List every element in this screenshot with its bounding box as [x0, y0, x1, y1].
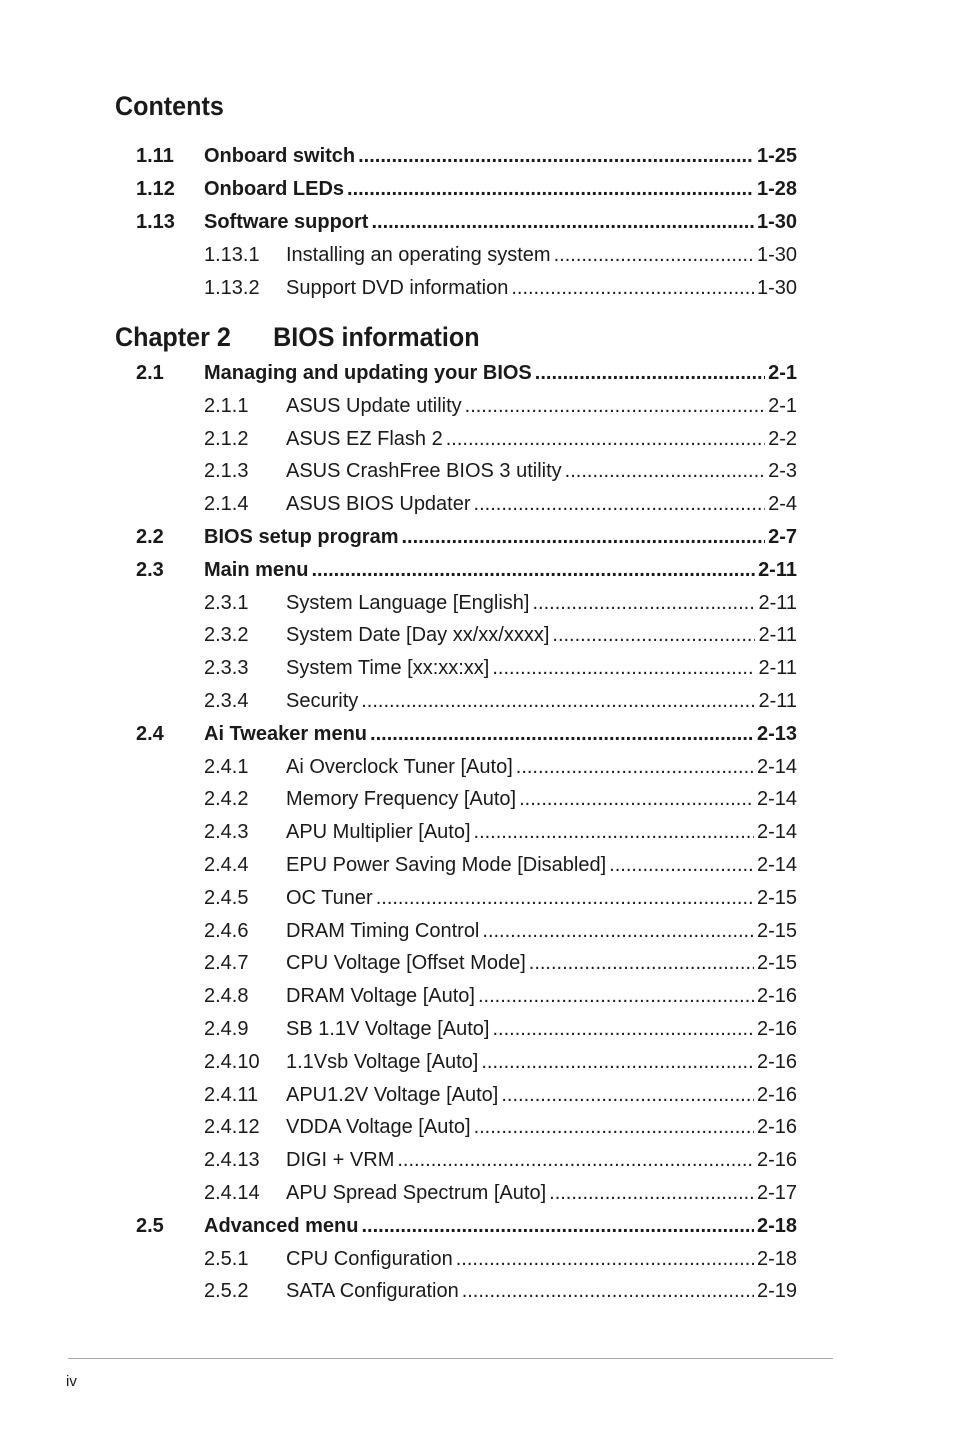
toc-leader-dots — [516, 755, 754, 779]
toc-entry-title: VDDA Voltage [Auto] — [286, 1116, 471, 1139]
footer-page-number: iv — [66, 1373, 77, 1390]
toc-entry[interactable] — [136, 1279, 797, 1303]
toc-entry-title: EPU Power Saving Mode [Disabled] — [286, 854, 607, 876]
toc-entry-page: 2-4 — [768, 493, 797, 516]
toc-entry-page: 2-17 — [756, 1182, 797, 1204]
toc-entry-page: 2-11 — [758, 591, 797, 614]
toc-entry-title: SB 1.1V Voltage [Auto] — [286, 1018, 490, 1040]
toc-entry-page: 2-15 — [756, 952, 797, 975]
toc-entry[interactable] — [136, 394, 797, 418]
toc-entry-number: 1.13.2 — [204, 277, 260, 299]
toc-entry-page: 2-16 — [756, 1083, 797, 1106]
toc-entry-number: 2.3.3 — [204, 657, 249, 680]
toc-entry-title: System Time [xx:xx:xx] — [286, 657, 490, 680]
toc-entry-title: 1.1Vsb Voltage [Auto] — [286, 1050, 479, 1073]
toc-entry-page: 2-14 — [756, 755, 797, 778]
toc-entry[interactable] — [136, 886, 797, 910]
toc-leader-dots — [554, 243, 754, 267]
toc-entry[interactable] — [136, 1181, 797, 1205]
contents-heading: Contents — [115, 91, 224, 121]
toc-leader-dots — [462, 1279, 754, 1303]
toc-entry-title: Advanced menu — [204, 1214, 359, 1237]
toc-entry-number: 2.4.12 — [204, 1116, 260, 1139]
toc-entry[interactable] — [136, 722, 797, 746]
chapter-heading — [115, 322, 480, 353]
toc-entry-page: 1-25 — [756, 145, 797, 167]
toc-entry[interactable] — [136, 984, 797, 1008]
toc-entry-title: Ai Tweaker menu — [204, 722, 368, 745]
toc-entry-number: 2.1 — [136, 362, 164, 384]
toc-leader-dots — [446, 427, 765, 451]
toc-entry[interactable] — [136, 492, 797, 516]
toc-leader-dots — [361, 1214, 753, 1238]
toc-leader-dots — [478, 984, 754, 1008]
toc-entry[interactable] — [136, 689, 797, 713]
toc-leader-dots — [492, 656, 755, 680]
toc-entry-number: 2.4.2 — [204, 788, 249, 811]
toc-entry[interactable] — [136, 591, 797, 615]
toc-entry-title: System Language [English] — [286, 591, 530, 614]
toc-entry[interactable] — [136, 361, 797, 385]
toc-entry-title: Security — [286, 690, 359, 712]
toc-entry[interactable] — [136, 427, 797, 451]
toc-entry-title: System Date [Day xx/xx/xxxx] — [286, 624, 550, 647]
toc-entry[interactable] — [136, 623, 797, 647]
toc-entry-page: 2-16 — [756, 1149, 797, 1172]
toc-entry-number: 2.4.9 — [204, 1018, 249, 1040]
toc-entry-number: 2.4.8 — [204, 985, 249, 1008]
toc-entry-number: 1.13.1 — [204, 244, 260, 266]
toc-entry[interactable] — [136, 1050, 797, 1074]
toc-entry-title: Memory Frequency [Auto] — [286, 788, 517, 811]
toc-leader-dots — [474, 1115, 754, 1139]
toc-leader-dots — [519, 787, 754, 811]
toc-entry-number: 2.3.2 — [204, 624, 249, 647]
toc-entry[interactable] — [136, 656, 797, 680]
toc-leader-dots — [370, 722, 754, 746]
toc-entry-number: 2.4.3 — [204, 821, 249, 844]
toc-entry-title: Onboard LEDs — [204, 178, 345, 200]
toc-entry-number: 2.3.1 — [204, 591, 249, 614]
toc-entry-number: 2.5.2 — [204, 1280, 249, 1303]
toc-entry-title: CPU Voltage [Offset Mode] — [286, 952, 526, 975]
toc-entry[interactable] — [136, 276, 797, 300]
toc-entry-number: 2.3 — [136, 558, 164, 581]
toc-entry-page: 2-16 — [756, 1018, 797, 1040]
toc-entry[interactable] — [136, 919, 797, 943]
toc-leader-dots — [565, 459, 765, 483]
toc-entry-page: 1-30 — [756, 277, 797, 299]
toc-leader-dots — [533, 591, 756, 615]
toc-entry[interactable] — [136, 1017, 797, 1041]
toc-entry-page: 2-16 — [756, 1116, 797, 1139]
toc-entry-number: 2.4.4 — [204, 854, 249, 876]
toc-entry-title: APU Multiplier [Auto] — [286, 821, 471, 844]
toc-entry-number: 2.4.11 — [204, 1083, 259, 1106]
toc-entry-page: 1-30 — [756, 244, 797, 266]
toc-entry-title: ASUS BIOS Updater — [286, 493, 471, 516]
toc-entry-number: 2.4.5 — [204, 886, 249, 909]
toc-leader-dots — [371, 210, 754, 234]
toc-entry[interactable] — [136, 177, 797, 201]
toc-entry-title: BIOS setup program — [204, 526, 399, 548]
toc-entry-page: 1-28 — [756, 178, 797, 200]
toc-entry-title: SATA Configuration — [286, 1280, 459, 1303]
toc-entry-title: Software support — [204, 211, 369, 233]
toc-leader-dots — [482, 919, 754, 943]
toc-entry-title: Onboard switch — [204, 145, 356, 167]
toc-entry-title: CPU Configuration — [286, 1247, 453, 1270]
toc-entry[interactable] — [136, 1148, 797, 1172]
toc-leader-dots — [347, 177, 754, 201]
toc-entry[interactable] — [136, 1214, 797, 1238]
toc-entry-page: 2-15 — [756, 919, 797, 942]
toc-entry-number: 2.4 — [136, 722, 164, 745]
toc-entry[interactable] — [136, 820, 797, 844]
toc-entry-title: ASUS Update utility — [286, 394, 462, 417]
toc-entry-number: 2.5 — [136, 1214, 164, 1237]
toc-entry-number: 2.4.10 — [204, 1050, 260, 1073]
toc-entry-number: 2.1.2 — [204, 427, 249, 450]
toc-entry-title: Ai Overclock Tuner [Auto] — [286, 755, 513, 778]
toc-entry-page: 2-7 — [768, 526, 797, 548]
toc-entry-page: 2-15 — [756, 886, 797, 909]
toc-entry-page: 2-11 — [758, 624, 797, 647]
toc-entry-title: Main menu — [204, 558, 309, 581]
toc-entry-title: Installing an operating system — [286, 244, 551, 266]
toc-entry-number: 1.11 — [136, 145, 174, 167]
chapter-label: Chapter 2 — [115, 322, 231, 352]
toc-entry-page: 2-2 — [768, 427, 797, 450]
toc-entry[interactable] — [136, 1115, 797, 1139]
toc-leader-dots — [501, 1083, 754, 1107]
toc-entry-title: OC Tuner — [286, 886, 373, 909]
toc-entry-title: ASUS CrashFree BIOS 3 utility — [286, 460, 562, 483]
toc-entry-page: 2-13 — [756, 722, 797, 745]
toc-entry-title: DIGI + VRM — [286, 1149, 395, 1172]
toc-leader-dots — [609, 853, 754, 877]
toc-entry-page: 2-14 — [756, 821, 797, 844]
toc-entry-page: 2-1 — [768, 394, 797, 417]
toc-entry-number: 2.4.14 — [204, 1182, 260, 1204]
toc-leader-dots — [474, 820, 754, 844]
toc-entry-title: Support DVD information — [286, 277, 509, 299]
toc-entry[interactable] — [136, 525, 797, 549]
toc-entry-title: APU Spread Spectrum [Auto] — [286, 1182, 547, 1204]
toc-leader-dots — [535, 361, 765, 385]
toc-entry-page: 2-19 — [756, 1280, 797, 1303]
toc-entry[interactable] — [136, 243, 797, 267]
toc-entry-title: ASUS EZ Flash 2 — [286, 427, 443, 450]
toc-entry-number: 2.4.6 — [204, 919, 249, 942]
toc-entry-number: 2.1.3 — [204, 460, 249, 483]
toc-entry[interactable] — [136, 853, 797, 877]
toc-entry[interactable] — [136, 755, 797, 779]
toc-entry-page: 2-3 — [768, 460, 797, 483]
toc-entry-title: DRAM Timing Control — [286, 919, 480, 942]
toc-leader-dots — [529, 951, 754, 975]
toc-entry[interactable] — [136, 558, 797, 582]
chapter-title: BIOS information — [273, 322, 480, 352]
toc-entry-number: 2.5.1 — [204, 1247, 249, 1270]
toc-leader-dots — [397, 1148, 754, 1172]
toc-entry-page: 2-1 — [768, 362, 797, 384]
toc-leader-dots — [511, 276, 754, 300]
toc-leader-dots — [456, 1247, 754, 1271]
toc-leader-dots — [474, 492, 766, 516]
toc-entry[interactable] — [136, 951, 797, 975]
toc-entry-number: 2.4.1 — [204, 755, 249, 778]
toc-entry[interactable] — [136, 144, 797, 168]
toc-entry-number: 2.1.1 — [204, 394, 249, 417]
toc-leader-dots — [481, 1050, 754, 1074]
toc-entry-page: 2-11 — [758, 657, 797, 680]
toc-leader-dots — [376, 886, 754, 910]
toc-entry[interactable] — [136, 1083, 797, 1107]
toc-leader-dots — [361, 689, 755, 713]
toc-leader-dots — [358, 144, 754, 168]
toc-entry-number: 2.2 — [136, 526, 164, 548]
toc-entry[interactable] — [136, 210, 797, 234]
toc-entry-number: 2.3.4 — [204, 690, 249, 712]
toc-entry[interactable] — [136, 459, 797, 483]
toc-entry-title: DRAM Voltage [Auto] — [286, 985, 475, 1008]
toc-entry-page: 2-11 — [758, 690, 797, 712]
toc-leader-dots — [552, 623, 755, 647]
toc-entry[interactable] — [136, 1247, 797, 1271]
toc-entry-page: 2-18 — [756, 1214, 797, 1237]
toc-entry-page: 2-16 — [756, 1050, 797, 1073]
toc-entry[interactable] — [136, 787, 797, 811]
toc-entry-number: 2.4.7 — [204, 952, 249, 975]
toc-entry-page: 2-11 — [758, 558, 797, 581]
toc-entry-page: 2-14 — [756, 854, 797, 876]
toc-leader-dots — [401, 525, 765, 549]
toc-entry-number: 2.1.4 — [204, 493, 249, 516]
toc-entry-page: 2-14 — [756, 788, 797, 811]
footer-divider — [68, 1358, 833, 1359]
toc-entry-page: 2-18 — [756, 1247, 797, 1270]
toc-entry-title: APU1.2V Voltage [Auto] — [286, 1083, 499, 1106]
toc-entry-number: 1.12 — [136, 178, 175, 200]
toc-entry-page: 2-16 — [756, 985, 797, 1008]
toc-entry-number: 2.4.13 — [204, 1149, 260, 1172]
toc-leader-dots — [311, 558, 755, 582]
toc-entry-number: 1.13 — [136, 211, 175, 233]
toc-entry-title: Managing and updating your BIOS — [204, 362, 532, 384]
toc-entry-page: 1-30 — [756, 211, 797, 233]
toc-leader-dots — [492, 1017, 753, 1041]
toc-leader-dots — [465, 394, 765, 418]
toc-leader-dots — [549, 1181, 754, 1205]
